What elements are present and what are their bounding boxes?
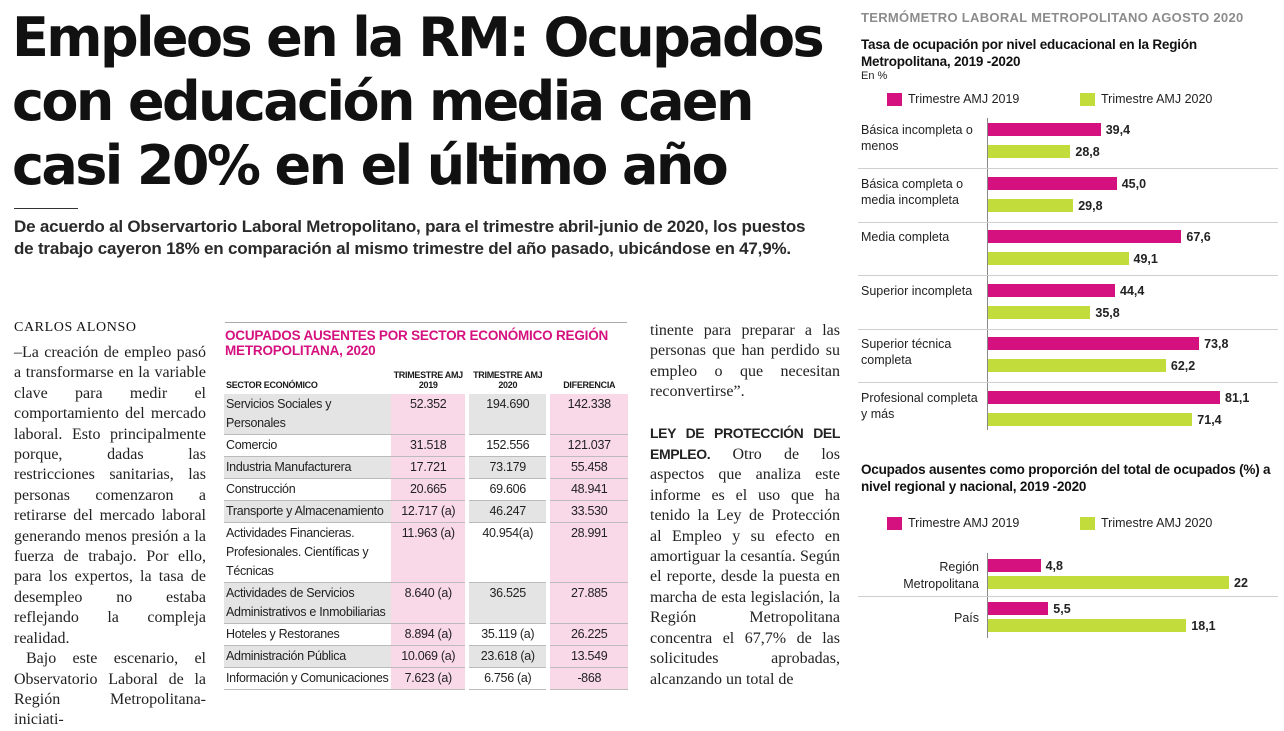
value-2019-cell: 20.665 xyxy=(391,479,465,501)
table-title: OCUPADOS AUSENTES POR SECTOR ECONÓMICO REGIÓN METROPOLITANA, 2020 xyxy=(225,328,609,358)
value-label: 67,6 xyxy=(1186,230,1211,245)
headline: Empleos en la RM: Ocupados con educación media caen casi 20% en el último año xyxy=(12,6,823,197)
sector-cell: Transporte y Almacenamiento xyxy=(224,501,391,523)
value-2020-cell: 152.556 xyxy=(469,435,546,457)
value-2020-cell: 35.119 (a) xyxy=(469,624,546,646)
value-label: 22 xyxy=(1234,576,1248,590)
category-label: País xyxy=(953,611,979,625)
difference-cell: 13.549 xyxy=(550,646,628,668)
bar-2019 xyxy=(988,559,1041,572)
sector-cell: Actividades de Servicios Administrativos e Inmobiliarias xyxy=(224,583,391,624)
sector-cell: Industria Manufacturera xyxy=(224,457,391,479)
legend-swatch-2020 xyxy=(1080,93,1095,106)
bar-2020 xyxy=(988,252,1129,265)
table-row xyxy=(224,523,628,583)
table-row xyxy=(224,457,628,479)
bar-2019 xyxy=(988,284,1115,297)
value-2020-cell: 6.756 (a) xyxy=(469,668,546,690)
value-label: 28,8 xyxy=(1075,145,1100,159)
table-top-rule xyxy=(225,322,627,323)
group-separator xyxy=(858,596,1278,597)
sector-cell: Información y Comunicaciones xyxy=(224,668,391,690)
body-paragraph: Bajo este escenario, el Observatorio Laboral de la Región Metropolitana- iniciati- xyxy=(14,650,206,729)
legend-swatch-2020 xyxy=(1080,517,1095,530)
bar-2020 xyxy=(988,359,1166,372)
difference-cell: 55.458 xyxy=(550,457,628,479)
legend-swatch-2019 xyxy=(887,93,902,106)
sector-cell: Actividades Financieras. Profesionales. Científicas y Técnicas xyxy=(224,523,391,583)
group-separator xyxy=(858,275,1278,276)
value-2019-cell: 10.069 (a) xyxy=(391,646,465,668)
value-2019-cell: 8.640 (a) xyxy=(391,583,465,624)
difference-cell: 121.037 xyxy=(550,435,628,457)
value-2020-cell: 23.618 (a) xyxy=(469,646,546,668)
difference-cell: 27.885 xyxy=(550,583,628,624)
body-text: Otro de los aspectos que analiza este informe es el uso que ha tenido la Ley de Protección al Empleo y su efecto en amortiguar la cesantía. Según el reporte, desde la puesta en marcha de esta legislación, la Región Metropolitana concentra el 67,7% de las solicitudes aprobadas, alcanzando un total de xyxy=(650,446,841,688)
table-row xyxy=(224,583,628,624)
table-header-row xyxy=(224,366,628,394)
value-label: 81,1 xyxy=(1225,391,1250,405)
legend-label: Trimestre AMJ 2019 xyxy=(908,516,1020,530)
value-2019-cell: 12.717 (a) xyxy=(391,501,465,523)
table-row xyxy=(224,501,628,523)
group-separator xyxy=(858,329,1278,330)
value-2019-cell: 31.518 xyxy=(391,435,465,457)
value-2020-cell: 69.606 xyxy=(469,479,546,501)
value-label: 18,1 xyxy=(1191,619,1216,633)
value-2020-cell: 46.247 xyxy=(469,501,546,523)
category-label: Superior técnica completa xyxy=(861,337,952,368)
legend-label: Trimestre AMJ 2019 xyxy=(908,92,1020,106)
difference-cell: 26.225 xyxy=(550,624,628,646)
group-separator xyxy=(858,168,1278,169)
table-row xyxy=(224,646,628,668)
value-label: 71,4 xyxy=(1197,413,1222,427)
column-header: DIFERENCIA xyxy=(563,380,616,390)
value-label: 5,5 xyxy=(1053,602,1071,616)
value-label: 49,1 xyxy=(1133,252,1158,267)
category-label: Profesional completa y más xyxy=(861,391,978,421)
body-column-1 xyxy=(14,343,206,731)
chart1-legend-2019 xyxy=(887,92,1019,106)
bar-2019 xyxy=(988,602,1048,615)
bar-2020 xyxy=(988,145,1070,158)
value-label: 45,0 xyxy=(1121,176,1147,191)
chart1-legend-2020 xyxy=(1080,92,1212,106)
difference-cell: 28.991 xyxy=(550,523,628,583)
difference-cell: 48.941 xyxy=(550,479,628,501)
chart2-legend-2019 xyxy=(887,516,1019,530)
chart1-title: Tasa de ocupación por nivel educacional en la Región Metropolitana, 2019 -2020 xyxy=(861,37,1197,69)
category-label: Media completa xyxy=(861,230,950,245)
value-label: 62,2 xyxy=(1170,359,1196,374)
body-paragraph xyxy=(650,423,840,690)
group-separator xyxy=(858,382,1278,383)
column-header: TRIMESTRE AMJ 2020 xyxy=(473,370,543,390)
sector-cell: Servicios Sociales y Personales xyxy=(224,394,391,435)
bar-2019 xyxy=(988,391,1220,404)
sector-cell: Hoteles y Restoranes xyxy=(224,624,391,646)
chart2-legend-2020 xyxy=(1080,516,1212,530)
table-row xyxy=(224,394,628,435)
bar-2020 xyxy=(988,199,1073,212)
legend-label: Trimestre AMJ 2020 xyxy=(1101,92,1213,106)
byline: CARLOS ALONSO xyxy=(14,320,137,335)
sector-cell: Construcción xyxy=(224,479,391,501)
panel-title: TERMÓMETRO LABORAL METROPOLITANO AGOSTO 2020 xyxy=(861,10,1244,25)
difference-cell: 142.338 xyxy=(550,394,628,435)
category-label: Región Metropolitana xyxy=(903,560,979,591)
sector-cell: Administración Pública xyxy=(224,646,391,668)
chart1-unit-label: En % xyxy=(861,70,888,82)
value-2020-cell: 36.525 xyxy=(469,583,546,624)
value-2019-cell: 8.894 (a) xyxy=(391,624,465,646)
bar-2020 xyxy=(988,619,1186,632)
group-separator xyxy=(858,222,1278,223)
body-paragraph: tinente para preparar a las personas que han perdido su empleo o que necesitan reconvertirse”. xyxy=(650,322,840,401)
legend-swatch-2019 xyxy=(887,517,902,530)
value-label: 44,4 xyxy=(1120,283,1145,298)
value-label: 29,8 xyxy=(1078,198,1103,213)
lead-paragraph: De acuerdo al Observartorio Laboral Metropolitano, para el trimestre abril-junio de 2020, los puestos de trabajo cayeron 18% en comparación al mismo trimestre del año pasado, ubicándose en 47,9%. xyxy=(14,217,806,258)
value-label: 4,8 xyxy=(1045,559,1063,573)
headline-divider xyxy=(14,208,78,209)
value-label: 73,8 xyxy=(1204,337,1229,352)
column-header: TRIMESTRE AMJ 2019 xyxy=(393,370,463,390)
table-row xyxy=(224,668,628,690)
bar-2019 xyxy=(988,123,1101,136)
value-label: 39,4 xyxy=(1105,123,1131,137)
bar-2020 xyxy=(988,306,1090,319)
subheading: LEY DE PROTECCIÓN DEL EMPLEO. xyxy=(650,424,840,463)
bar-2019 xyxy=(988,337,1199,350)
bar-2019 xyxy=(988,230,1181,243)
sector-cell: Comercio xyxy=(224,435,391,457)
body-paragraph: –La creación de empleo pasó a transformarse en la variable clave para medir el comportamiento del mercado laboral. Esto principalmente porque, dadas las restricciones sanitarias, las personas comenzaron a retirarse del mercado laboral generando menos presión a la fuerza de trabajo. Por ello, para los expertos, la tasa de desempleo no estaba reflejando la compleja realidad. xyxy=(14,344,206,647)
table-row xyxy=(224,624,628,646)
sector-table xyxy=(224,366,628,690)
value-2019-cell: 17.721 xyxy=(391,457,465,479)
value-2019-cell: 11.963 (a) xyxy=(391,523,465,583)
bar-2019 xyxy=(988,177,1117,190)
column-header: SECTOR ECONÓMICO xyxy=(226,380,318,390)
difference-cell: -868 xyxy=(550,668,628,690)
legend-label: Trimestre AMJ 2020 xyxy=(1101,516,1213,530)
table-row xyxy=(224,479,628,501)
value-2020-cell: 40.954(a) xyxy=(469,523,546,583)
category-label: Superior incompleta xyxy=(861,283,973,298)
difference-cell: 33.530 xyxy=(550,501,628,523)
value-2020-cell: 73.179 xyxy=(469,457,546,479)
value-2019-cell: 52.352 xyxy=(391,394,465,435)
body-column-3 xyxy=(650,321,840,690)
bar-2020 xyxy=(988,413,1192,426)
chart2-title: Ocupados ausentes como proporción del total de ocupados (%) a nivel regional y nacional, 2019 -2020 xyxy=(861,462,1271,494)
bar-2020 xyxy=(988,576,1229,589)
category-label: Básica completa o media incompleta xyxy=(861,176,964,207)
value-label: 35,8 xyxy=(1095,305,1120,320)
value-2019-cell: 7.623 (a) xyxy=(391,668,465,690)
table-row xyxy=(224,435,628,457)
category-label: Básica incompleta o menos xyxy=(861,123,973,153)
value-2020-cell: 194.690 xyxy=(469,394,546,435)
